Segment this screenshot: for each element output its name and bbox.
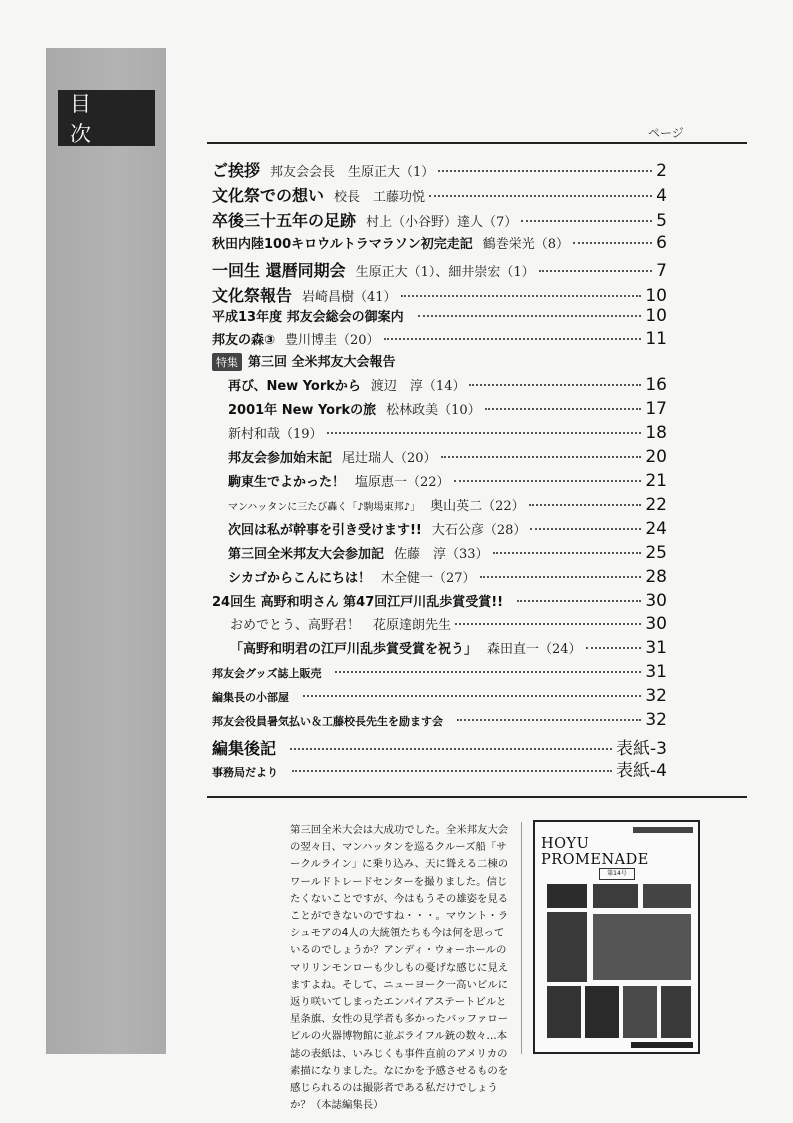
cover-photo <box>585 986 619 1038</box>
feature-heading: 特集 第三回 全米邦友大会報告 <box>212 351 667 375</box>
toc-row[interactable]: 事務局だより 表紙-4 <box>212 761 667 781</box>
toc-row[interactable]: マンハッタンに三たび轟く「♪駒場東邦♪」 奥山英二（22） 22 <box>228 495 667 515</box>
magazine-cover-image <box>533 820 700 1054</box>
contents-title: 目 次 <box>58 90 155 146</box>
toc-row[interactable]: 再び、New Yorkから 渡辺 淳（14） 16 <box>228 375 667 395</box>
toc-row[interactable]: 邦友会参加始末記 尾辻瑞人（20） 20 <box>228 447 667 467</box>
cover-issue: 第14号 <box>599 868 635 880</box>
toc-row[interactable]: 秋田内陸100キロウルトラマラソン初完走記 鶴巻栄光（8） 6 <box>212 233 667 253</box>
toc-row[interactable]: 編集後記 表紙-3 <box>212 739 667 759</box>
cover-header-strip <box>633 827 693 833</box>
feature-badge: 特集 <box>212 353 242 371</box>
toc-row[interactable]: 文化祭での想い 校長 工藤功悦 4 <box>212 186 667 206</box>
cover-footer-strip <box>631 1042 693 1048</box>
toc-row[interactable]: 2001年 New Yorkの旅 松林政美（10） 17 <box>228 399 667 419</box>
top-rule <box>207 142 747 144</box>
toc-row[interactable]: 卒後三十五年の足跡 村上（小谷野）達人（7） 5 <box>212 211 667 231</box>
cover-caption: 第三回全米大会は大成功でした。全米邦友大会の翌々日、マンハッタンを巡るクルーズ船「サークルライン」に乗り込み、天に聳える二棟のワールドトレードセンターを撮りました。信じたくないことですが、今はもうその雄姿を見ることができないのですね・・・。マウント・ラシュモアの4人の大統領たちも今は何を思っているのでしょうか？アンディ・ウォーホールのマリリンモンローも少しもの憂げな感じに見えますよね。そして、ニューヨーク一高いビルに返り咲いてしまったエンパイアステートビルと星条旗、女性の見学者も多かったバッファロービルの火器博物館に並ぶライフル銃の数々…本誌の表紙は、いみじくも事件直前のアメリカの素描になりました。なにかを予感させるものを感じられるのは撮影者である私だけでしょうか？（本誌編集長） <box>290 822 522 1054</box>
cover-photo <box>661 986 691 1038</box>
toc-row[interactable]: 編集長の小部屋 32 <box>212 686 667 706</box>
cover-photo <box>643 884 691 908</box>
toc-row[interactable]: シカゴからこんにちは！ 木全健一（27） 28 <box>228 567 667 587</box>
table-of-contents <box>212 152 667 782</box>
toc-row[interactable]: 一回生 還暦同期会 生原正大（1）、細井崇宏（1） 7 <box>212 261 667 281</box>
toc-row[interactable]: 邦友会役員暑気払い＆工藤校長先生を励ます会 32 <box>212 710 667 730</box>
page-column-label: ページ <box>648 126 684 140</box>
toc-row[interactable]: 新村和哉（19） 18 <box>228 423 667 443</box>
toc-row[interactable]: 文化祭報告 岩崎昌樹（41） 10 <box>212 286 667 306</box>
cover-photo <box>593 884 638 908</box>
bottom-rule <box>207 796 747 798</box>
side-gray-band <box>46 48 166 1054</box>
toc-row[interactable]: 24回生 高野和明さん 第47回江戸川乱歩賞受賞!! 30 <box>212 591 667 611</box>
toc-row[interactable]: 邦友の森③ 豊川博圭（20） 11 <box>212 329 667 349</box>
cover-photo <box>547 912 587 982</box>
cover-photo <box>593 914 691 980</box>
toc-row[interactable]: 「高野和明君の江戸川乱歩賞受賞を祝う」 森田直一（24） 31 <box>230 638 667 658</box>
toc-row[interactable]: 邦友会グッズ誌上販売 31 <box>212 662 667 682</box>
cover-title: HOYU PROMENADE <box>541 836 649 868</box>
toc-row[interactable]: おめでとう、高野君！ 花原達朗先生 30 <box>230 614 667 634</box>
toc-row[interactable]: ご挨拶 邦友会会長 生原正大（1） 2 <box>212 161 667 181</box>
cover-photo <box>547 986 581 1038</box>
toc-row[interactable]: 駒東生でよかった！ 塩原恵一（22） 21 <box>228 471 667 491</box>
toc-row[interactable]: 第三回全米邦友大会参加記 佐藤 淳（33） 25 <box>228 543 667 563</box>
toc-row[interactable]: 平成13年度 邦友会総会の御案内 10 <box>212 306 667 326</box>
cover-photo <box>547 884 587 908</box>
toc-row[interactable]: 次回は私が幹事を引き受けます!! 大石公彦（28） 24 <box>228 519 667 539</box>
cover-photo <box>623 986 657 1038</box>
